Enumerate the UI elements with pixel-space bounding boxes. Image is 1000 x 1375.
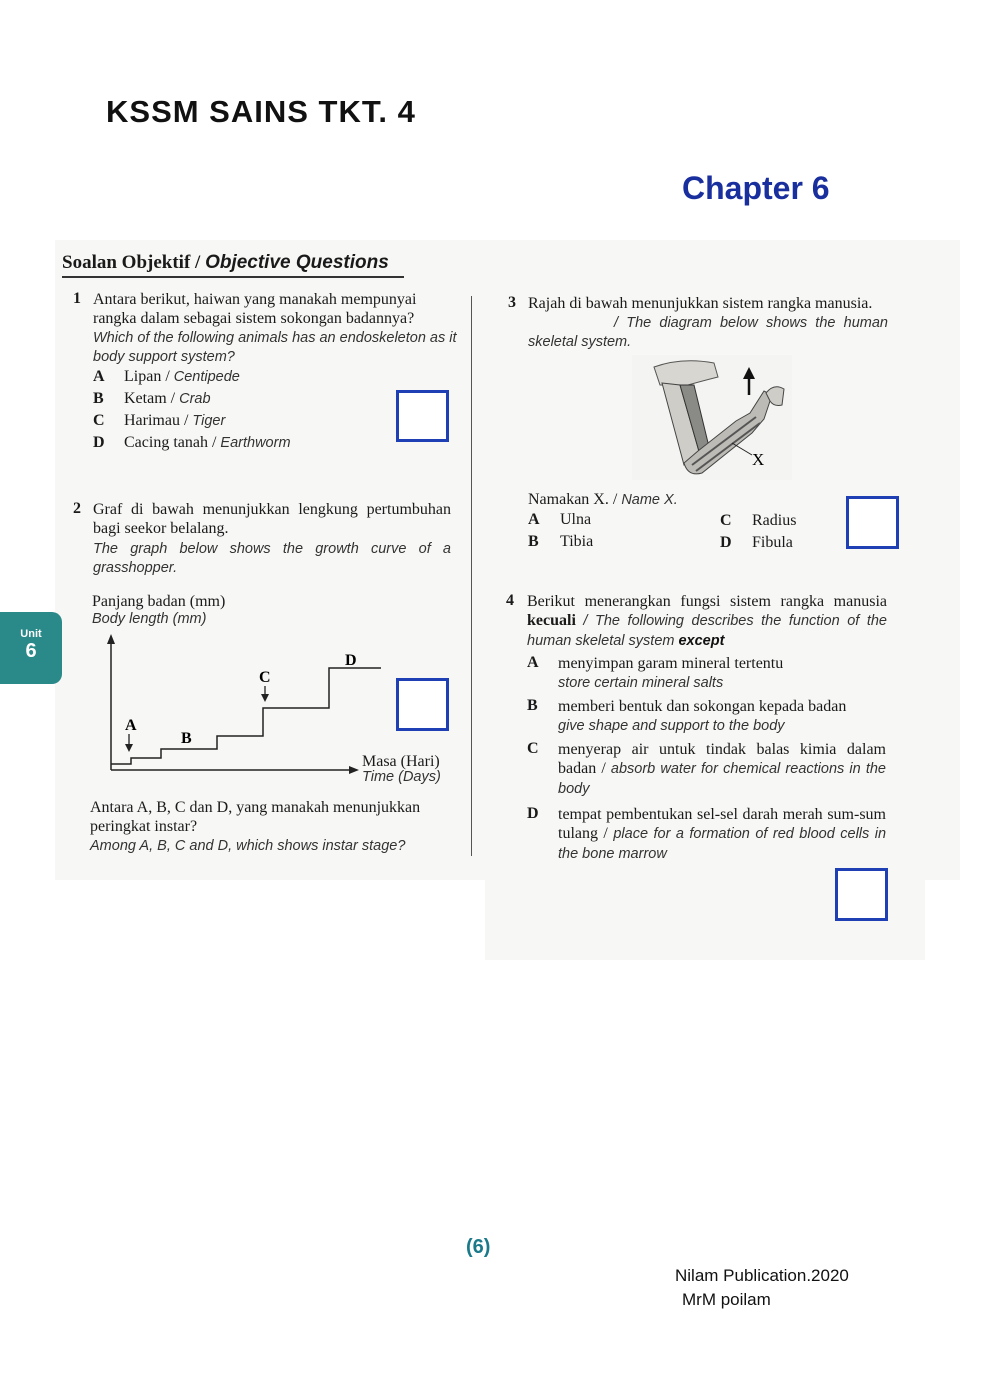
point-label-c: C: [259, 669, 271, 686]
unit-tab-label: Unit: [20, 628, 42, 640]
arrow-a-head: [125, 744, 133, 752]
option-a: [124, 368, 240, 386]
arrow-c-head: [261, 694, 269, 702]
answer-box-q3[interactable]: [846, 496, 899, 549]
question-text-ms: Antara berikut, haiwan yang manakah mempunyai rangka dalam sebagai sistem sokongan badannya?: [93, 291, 417, 327]
option-c-en: absorb water for chemical reactions in the body: [558, 761, 886, 797]
option-d: Fibula: [752, 534, 793, 551]
option-d-en: place for a formation of red blood cells in the bone marrow: [558, 826, 887, 862]
option-c-ms: menyerap air untuk tindak balas kimia dalam badan /: [558, 741, 886, 777]
diagram-label-x: X: [752, 450, 765, 469]
question-text-ms: Rajah di bawah menunjukkan sistem rangka manusia.: [528, 295, 873, 312]
option-letter: C: [93, 412, 105, 429]
option-c: [558, 740, 886, 799]
footer-publisher: Nilam Publication.2020: [675, 1266, 849, 1285]
graph-ylabel-ms: Panjang badan (mm): [92, 593, 226, 610]
option-letter: D: [527, 805, 539, 822]
graph-x-arrow: [349, 766, 359, 774]
footer-author: MrM poilam: [682, 1290, 771, 1309]
option-a-en: store certain mineral salts: [558, 675, 724, 691]
option-b-ms: memberi bentuk dan sokongan kepada badan: [558, 698, 847, 715]
option-letter: D: [720, 534, 732, 551]
point-label-b: B: [181, 730, 192, 747]
option-c: Radius: [752, 512, 797, 529]
option-a-ms: menyimpan garam mineral tertentu: [558, 655, 784, 672]
question-text-en: Which of the following animals has an endoskeleton as it body support system?: [93, 330, 457, 365]
question-text-except-ms: kecuali: [527, 612, 576, 629]
question-text-en: / The following describes the function of the human skeletal system: [527, 613, 887, 649]
question-text-except-en: except: [678, 633, 725, 649]
section-title: [62, 252, 389, 274]
option-text-en: Tiger: [192, 413, 226, 429]
question-number: 4: [506, 592, 514, 609]
page-number: (6): [466, 1236, 491, 1258]
option-letter: C: [720, 512, 732, 529]
option-letter: A: [528, 511, 540, 528]
question-text-ms: Graf di bawah menunjukkan lengkung pertumbuhan bagi seekor belalang.: [93, 501, 451, 537]
option-text-ms: Cacing tanah /: [124, 434, 217, 451]
question-text-en: The graph below shows the growth curve of a grasshopper.: [93, 541, 451, 576]
option-d-ms: tempat pembentukan sel-sel darah merah sum-sum tulang /: [558, 806, 886, 842]
graph-xlabel-en: Time (Days): [362, 769, 441, 785]
section-underline: [62, 276, 404, 278]
option-letter: A: [527, 654, 539, 671]
section-title-ms: Soalan Objektif /: [62, 252, 201, 273]
option-text-ms: Harimau /: [124, 412, 189, 429]
question-prompt-ms: Antara A, B, C dan D, yang manakah menunjukkan peringkat instar?: [90, 799, 421, 835]
option-text-en: Earthworm: [220, 435, 291, 451]
name-x-prompt: [528, 490, 678, 510]
column-divider: [471, 296, 472, 856]
option-letter: B: [527, 697, 538, 714]
option-c: [124, 412, 225, 430]
option-text-ms: Lipan /: [124, 368, 170, 385]
page-title: KSSM SAINS TKT. 4: [106, 94, 416, 129]
question-text: [527, 592, 887, 651]
point-label-d: D: [345, 652, 357, 669]
unit-tab-number: 6: [25, 640, 37, 662]
answer-box-q2[interactable]: [396, 678, 449, 731]
option-text-en: Crab: [179, 391, 211, 407]
option-d: [558, 805, 886, 864]
prompt-ms: Namakan X. /: [528, 491, 618, 508]
option-d: [124, 434, 291, 452]
growth-curve-line: [111, 668, 381, 764]
graph-xlabel-ms: Masa (Hari): [362, 753, 440, 770]
option-b-en: give shape and support to the body: [558, 718, 785, 734]
question-text-en: / The diagram below shows the human skeletal system.: [528, 315, 888, 350]
option-letter: B: [528, 533, 539, 550]
graph-ylabel-en: Body length (mm): [92, 611, 207, 627]
section-title-en: Objective Questions: [205, 252, 389, 273]
option-text-ms: Ketam /: [124, 390, 176, 407]
option-letter: B: [93, 390, 104, 407]
question-number: 3: [508, 294, 516, 311]
question-prompt-en: Among A, B, C and D, which shows instar stage?: [90, 838, 406, 854]
option-letter: C: [527, 740, 539, 757]
option-a: Ulna: [560, 511, 592, 528]
question-number: 2: [73, 500, 81, 517]
question-number: 1: [73, 290, 81, 307]
point-label-a: A: [125, 717, 137, 734]
answer-box-q1[interactable]: [396, 390, 449, 442]
prompt-en: Name X.: [621, 492, 678, 508]
option-letter: A: [93, 368, 105, 385]
answer-box-q4[interactable]: [835, 868, 888, 921]
option-b: [124, 390, 211, 408]
chapter-heading: Chapter 6: [682, 170, 830, 206]
arm-skeleton-diagram: [632, 355, 792, 480]
unit-tab: [0, 612, 62, 684]
option-text-en: Centipede: [173, 369, 240, 385]
option-letter: D: [93, 434, 105, 451]
graph-y-arrow: [107, 634, 115, 644]
option-b: Tibia: [560, 533, 594, 550]
question-text-ms: Berikut menerangkan fungsi sistem rangka manusia: [527, 593, 887, 610]
